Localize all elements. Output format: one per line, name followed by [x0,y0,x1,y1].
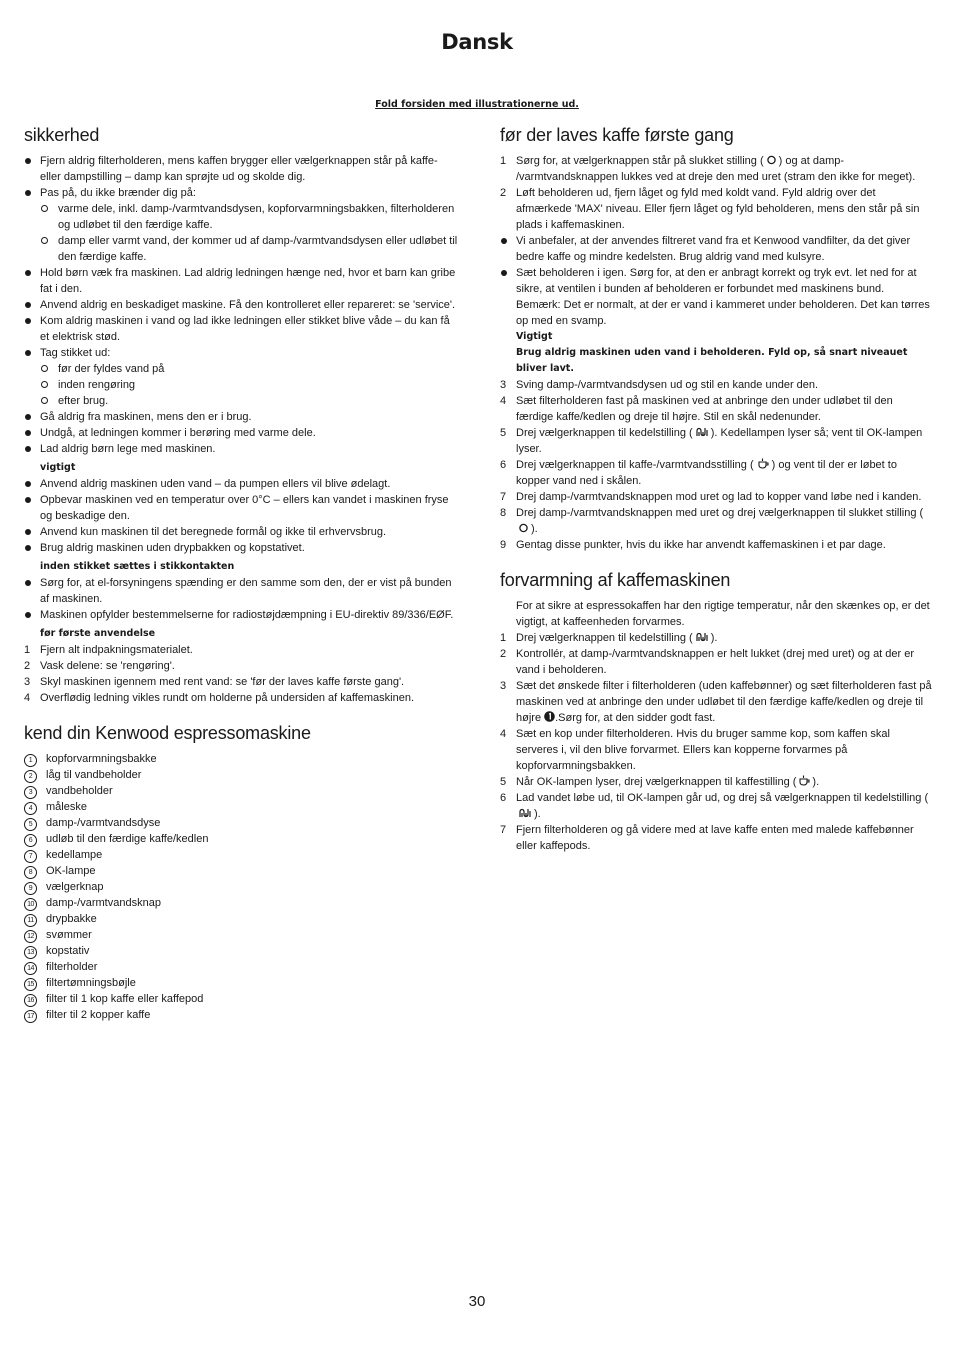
subheading-before-plugging: inden stikket sættes i stikkontakten [40,561,235,572]
list-item: før der fyldes vand på [58,363,165,375]
page-number: 30 [468,1293,486,1310]
list-item: varme dele, inkl. damp-/varmtvandsdysen, kopforvarmningsbakken, filterholderen og udløbet til den færdige kaffe. [58,203,455,231]
list-item: 3 Skyl maskinen igennem med rent vand: se 'før der laves kaffe første gang'. [24,676,405,688]
off-position-icon [766,155,777,165]
list-item: 13 kopstativ [24,943,458,959]
section-title-parts: kend din Kenwood espressomaskine [24,723,311,743]
list-item: 4 måleske [24,799,458,815]
list-item: 1 kopforvarmningsbakke [24,751,458,767]
list-item: 12 svømmer [24,927,458,943]
left-column [24,118,458,1023]
list-item: 11 drypbakke [24,911,458,927]
list-item: Undgå, at ledningen kommer i berøring med varme dele. [40,427,316,439]
list-item: 9 vælgerknap [24,879,458,895]
boiler-position-icon [695,427,709,437]
list-item: 8 OK-lampe [24,863,458,879]
section-title-safety: sikkerhed [24,125,100,145]
list-item: Hold børn væk fra maskinen. Lad aldrig ledningen hænge ned, hvor et barn kan gribe fat i den. [40,267,456,295]
list-item: 3 Sæt det ønskede filter i filterholderen (uden kaffebønner) og sæt filterholderen fast på maskinen ved at anbringe den under udløbet til den færdige kaffe/kedlen og dreje til højre .Sørg for, at den sidder godt fast. [500,680,932,724]
list-item: damp eller varmt vand, der kommer ud af damp-/varmtvandsdysen eller udløbet til den færdige kaffe. [58,235,458,263]
list-item: 1 Fjern alt indpakningsmaterialet. [24,644,193,656]
list-item: 1 Sørg for, at vælgerknappen står på slukket stilling ( ) og at damp- /varmtvandsknappen lukkes ved at dreje den med uret (stram den ikke for meget). [500,155,916,183]
list-item: 2 Kontrollér, at damp-/varmtvandsknappen er helt lukket (drej med uret) og at der er vand i beholderen. [500,648,915,676]
list-item: 14 filterholder [24,959,458,975]
list-item: Kom aldrig maskinen i vand og lad ikke ledningen eller stikket blive våde – du kan få et elektrisk stød. [40,315,450,343]
list-item: Vi anbefaler, at der anvendes filtreret vand fra et Kenwood vandfilter, da det giver bedre kaffe og mindre kedelsten. Brug aldrig vand med kulsyre. [516,235,911,263]
list-item: 17 filter til 2 kopper kaffe [24,1007,458,1023]
list-item: 15 filtertømningsbøjle [24,975,458,991]
list-item: 10 damp-/varmtvandsknap [24,895,458,911]
list-item: 6 Lad vandet løbe ud, til OK-lampen går ud, og drej så vælgerknappen til kedelstilling (). [500,792,929,820]
list-item: 5 Når OK-lampen lyser, drej vælgerknappen til kaffestilling ( ). [500,776,820,788]
filled-circle-one-icon [544,711,555,722]
list-item: 6 Drej vælgerknappen til kaffe-/varmtvandsstilling ( ) og vent til der er løbet to kopper vand ned i skålen. [500,459,897,487]
list-item: Tag stikket ud: [40,347,111,359]
list-item: 5 Drej vælgerknappen til kedelstilling ( ). Kedellampen lyser så; vent til OK-lampen lyser. [500,427,923,455]
list-item: Lad aldrig børn lege med maskinen. [40,443,216,455]
list-item: 1 Drej vælgerknappen til kedelstilling ( ). [500,632,718,644]
list-item: 16 filter til 1 kop kaffe eller kaffepod [24,991,458,1007]
list-item: 2 Vask delene: se 'rengøring'. [24,660,175,672]
list-item: Pas på, du ikke brænder dig på: [40,187,196,199]
subheading-first-use: før første anvendelse [40,628,156,639]
subheading-important: vigtigt [40,462,76,473]
warning-label: Vigtigt [516,331,553,342]
list-item: Anvend kun maskinen til det beregnede formål og ikke til erhvervsbrug. [40,526,387,538]
list-item: inden rengøring [58,379,136,391]
list-item: Brug aldrig maskinen uden drypbakken og kopstativet. [40,542,305,554]
coffee-position-icon [756,458,770,469]
fold-note: Fold forsiden med illustrationerne ud. [375,99,579,110]
list-item: efter brug. [58,395,109,407]
intro-text: For at sikre at espressokaffen har den rigtige temperatur, når den skænkes op, er det vigtigt, at kaffeenheden forvarmes. [516,600,930,628]
list-item: 9 Gentag disse punkter, hvis du ikke har anvendt kaffemaskinen i et par dage. [500,539,886,551]
right-column [500,118,932,854]
list-item: 6 udløb til den færdige kaffe/kedlen [24,831,458,847]
list-item: 2 Løft beholderen ud, fjern låget og fyld med koldt vand. Fyld aldrig over det afmærkede 'MAX' niveau. Eller fjern låget og fyld beholderen, mens den står på sin plads i kaffemaskinen. [500,187,920,231]
page-title: Dansk [441,30,513,54]
list-item: Gå aldrig fra maskinen, mens den er i brug. [40,411,252,423]
section-title-first-time: før der laves kaffe første gang [500,125,734,145]
list-item: 3 vandbeholder [24,783,458,799]
list-item: 3 Sving damp-/varmtvandsdysen ud og stil en kande under den. [500,379,819,391]
boiler-position-icon [518,808,532,818]
list-item: Sørg for, at el-forsyningens spænding er den samme som den, der er vist på bunden af maskinen. [40,577,452,605]
boiler-position-icon [695,632,709,642]
off-position-icon [518,523,529,533]
list-item: Sæt beholderen i igen. Sørg for, at den er anbragt korrekt og tryk evt. let ned for at sikre, at ventilen i bunden af beholderen er forbundet med maskinens bund. [516,267,917,295]
list-item: Fjern aldrig filterholderen, mens kaffen brygger eller vælgerknappen står på kaffe- eller dampstilling – damp kan sprøjte ud og skolde dig. [40,155,438,183]
list-item: 5 damp-/varmtvandsdyse [24,815,458,831]
warning-text: Brug aldrig maskinen uden vand i beholderen. Fyld op, så snart niveauet bliver lavt. [516,347,908,374]
note-text: Bemærk: Det er normalt, at der er vand i kammeret under beholderen. Det kan tørres op med en svamp. [516,299,930,327]
list-item: Opbevar maskinen ved en temperatur over 0°C – ellers kan vandet i maskinen fryse og beskadige den. [40,494,449,522]
list-item: 4 Sæt filterholderen fast på maskinen ved at anbringe den under udløbet til den færdige kaffe/kedlen og dreje til højre. Stil en skål nedenunder. [500,395,893,423]
list-item: 4 Sæt en kop under filterholderen. Hvis du bruger samme kop, som kaffen skal serveres i, vil den blive forvarmet. Ellers kan kopperne forvarmes på kopforvarmningsbakken. [500,728,890,772]
list-item: Anvend aldrig maskinen uden vand – da pumpen ellers vil blive ødelagt. [40,478,391,490]
list-item: Maskinen opfylder bestemmelserne for radiostøjdæmpning i EU-direktiv 89/336/EØF. [40,609,454,621]
list-item: Anvend aldrig en beskadiget maskine. Få den kontrolleret eller repareret: se 'service'. [40,299,456,311]
list-item: 4 Overflødig ledning vikles rundt om holderne på undersiden af kaffemaskinen. [24,692,415,704]
list-item: 2 låg til vandbeholder [24,767,458,783]
list-item: 7 Drej damp-/varmtvandsknappen mod uret og lad to kopper vand løbe ned i kanden. [500,491,922,503]
list-item: 7 Fjern filterholderen og gå videre med at lave kaffe enten med malede kaffebønner eller kaffepods. [500,824,914,852]
list-item: 7 kedellampe [24,847,458,863]
coffee-position-icon [797,775,811,786]
list-item: 8 Drej damp-/varmtvandsknappen med uret og drej vælgerknappen til slukket stilling (). [500,507,924,535]
section-title-preheat: forvarmning af kaffemaskinen [500,570,731,590]
